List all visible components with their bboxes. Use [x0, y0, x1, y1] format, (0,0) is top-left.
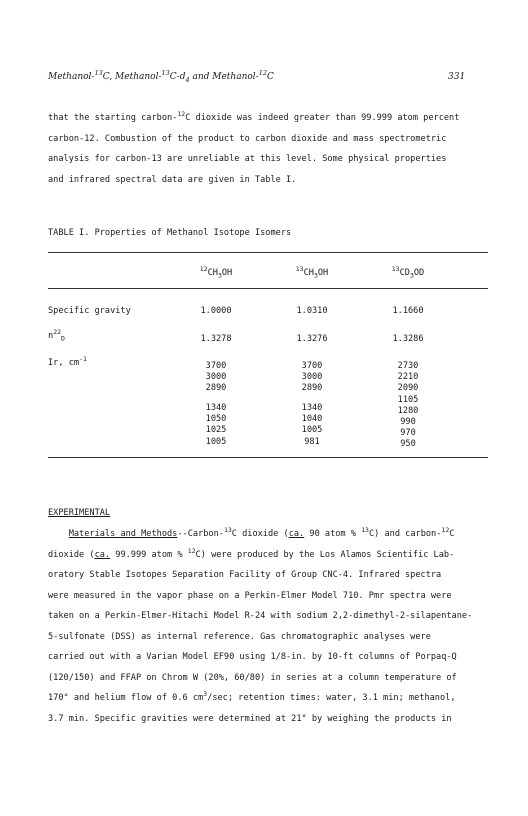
table-cell-ir-group: 1340 1040 1005 981 [301, 403, 323, 447]
row-label-ir: Ir, $cm^{-1}$ [48, 355, 87, 368]
text-line: 3.7 min. Specific gravities were determined at 21° by weighing the products in [48, 713, 452, 724]
table-bottom-rule [48, 457, 488, 458]
row-label-specific-gravity: Specific gravity [48, 306, 131, 316]
table-top-rule [48, 252, 488, 253]
table-cell-ir-group: 1340 1050 1025 1005 [205, 403, 227, 447]
text-line: oratory Stable Isotopes Separation Facility of Group CNC-4. Infrared spectra [48, 570, 442, 580]
table-cell: 1.1660 [392, 306, 424, 316]
table-cell: 1.3286 [392, 334, 424, 344]
section-heading-experimental: EXPERIMENTAL [48, 508, 111, 518]
table-cell-ir-group: 3700 3000 2890 [205, 361, 227, 394]
text-line: analysis for carbon-13 are unreliable at this level. Some physical properties [48, 154, 447, 164]
table-header-rule [48, 288, 488, 289]
text-line: carried out with a Varian Model EF90 using 1/8-in. by 10-ft columns of Porpaq-Q [48, 652, 457, 662]
text-line: taken on a Perkin-Elmer-Hitachi Model R-24 with sodium 2,2-dimethyl-2-silapentane- [48, 611, 473, 621]
text-line: were measured in the vapor phase on a Perkin-Elmer Model 710. Pmr spectra were [48, 590, 452, 601]
text-line: 5-sulfonate (DSS) as internal reference. Gas chromatographic analyses were [48, 631, 431, 642]
table-cell: 1.0310 [296, 306, 328, 316]
row-label-refractive-index: $n^{22}_D$ [48, 328, 65, 343]
table-cell: 1.3276 [296, 334, 328, 344]
table-cell: 1.3278 [200, 334, 232, 344]
intro-paragraph [48, 108, 488, 190]
table-cell: 1.0000 [200, 306, 232, 316]
text-line: dioxide (ca. 99.999 atom % $^{12}$C) were produced by the Los Alamos Scientific Lab- [48, 546, 455, 560]
table-caption: TABLE I. Properties of Methanol Isotope Isomers [48, 228, 292, 238]
table-cell-ir-group: 3700 3000 2890 [301, 361, 323, 394]
text-line: 170° and helium flow of 0.6 $cm^3/\sec$; retention times: water, 3.1 min; methanol, [48, 690, 456, 703]
text-line: Materials and Methods--Carbon-$^{13}$C dioxide (ca. 90 atom % $^{13}$C) and carbon-$^{12}$C [68, 526, 455, 539]
table-cell-ir-group: 2730 2210 2090 1105 1280 990 970 950 [397, 361, 419, 450]
text-line: and infrared spectral data are given in Table I. [48, 174, 297, 185]
text-line: (120/150) and FFAP on Chrom W (20%, 60/80) in series at a column temperature of [48, 672, 457, 683]
page-number: 331 [448, 72, 466, 82]
experimental-paragraph [48, 524, 488, 729]
running-header-title: Methanol-$^{13}$C, Methanol-$^{13}C-d_4$ and Methanol-$^{12}$C [48, 69, 274, 84]
column-header-13ch3oh: $^{13}CH_3OH$ [295, 265, 329, 280]
column-header-12ch3oh: $^{12}CH_3OH$ [199, 265, 233, 280]
column-header-13cd3od: $^{13}CD_3OD$ [391, 265, 425, 280]
text-line: that the starting carbon-$^{12}$C dioxide was indeed greater than 99.999 atom percent [48, 110, 460, 123]
text-line: carbon-12. Combustion of the product to carbon dioxide and mass spectrometric [48, 133, 447, 144]
